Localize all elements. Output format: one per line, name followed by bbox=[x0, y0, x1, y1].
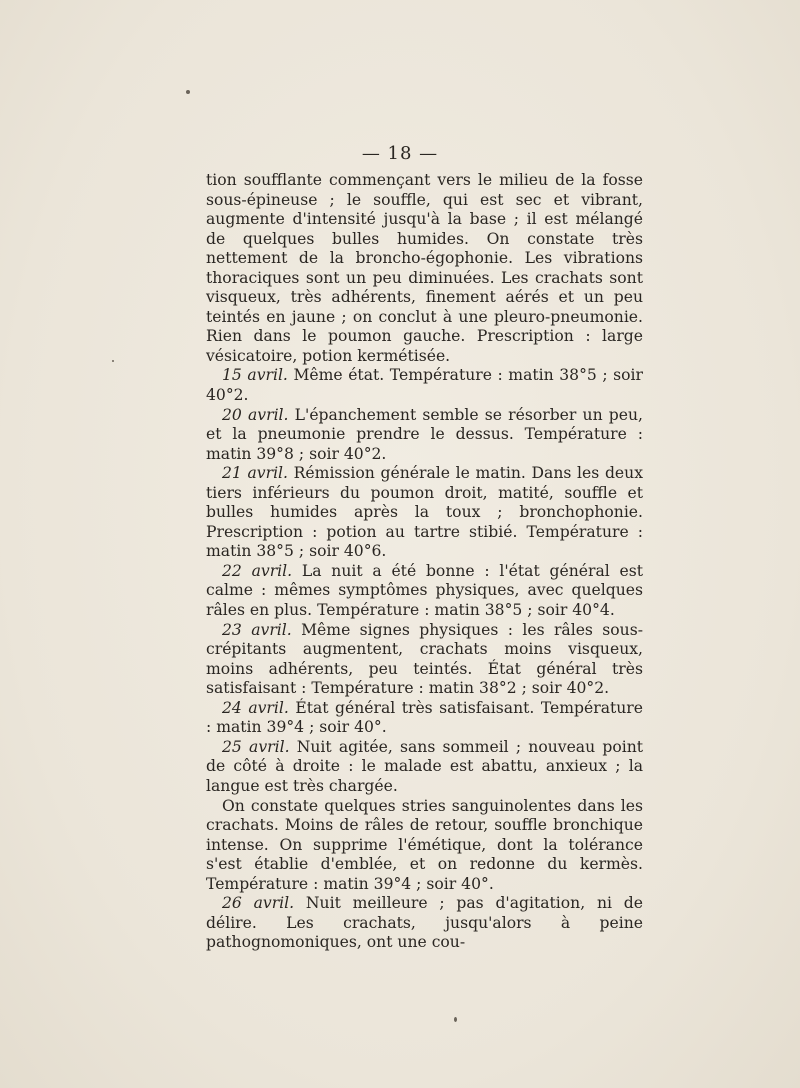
paragraph: 23 avril. Même signes physiques : les râles sous-crépitants augmentent, crachats moins visqueux, moins adhérents, peu teintés. État général très satisfaisant : Température : matin 38°2 ; soir 40°2. bbox=[206, 620, 643, 698]
paragraph: 24 avril. État général très satisfaisant. Température : matin 39°4 ; soir 40°. bbox=[206, 698, 643, 737]
ink-speck bbox=[112, 360, 114, 362]
text-block bbox=[206, 171, 643, 953]
paragraph: 20 avril. L'épanchement semble se résorber un peu, et la pneumonie prendre le dessus. Température : matin 39°8 ; soir 40°2. bbox=[206, 405, 643, 463]
paragraph: 26 avril. Nuit meilleure ; pas d'agitation, ni de délire. Les crachats, jusqu'alors à peine pathognomoniques, ont une cou- bbox=[206, 894, 643, 952]
paragraph: 22 avril. La nuit a été bonne : l'état général est calme : mêmes symptômes physiques, avec quelques râles en plus. Température : matin 38°5 ; soir 40°4. bbox=[206, 561, 643, 620]
ink-speck bbox=[186, 90, 190, 94]
paragraph: tion soufflante commençant vers le milieu de la fosse sous-épineuse ; le souffle, qui est sec et vibrant, augmente d'intensité jusqu'à la base ; il est mélangé de quelques bulles humides. On constate très nettement de la broncho-égophonie. Les vibrations thoraciques sont un peu diminuées. Les crachats sont visqueux, très adhérents, finement aérés et un peu teintés en jaune ; on conclut à une pleuro-pneumonie. Rien dans le poumon gauche. Prescription : large vésicatoire, potion kermétisée. bbox=[206, 171, 643, 365]
ink-speck bbox=[454, 1017, 457, 1022]
paragraph: 25 avril. Nuit agitée, sans sommeil ; nouveau point de côté à droite : le malade est abattu, anxieux ; la langue est très chargée. bbox=[206, 737, 644, 795]
paragraph: 15 avril. Même état. Température : matin 38°5 ; soir 40°2. bbox=[206, 366, 643, 405]
page-number: — 18 — bbox=[361, 143, 439, 164]
paragraph: On constate quelques stries sanguinolentes dans les crachats. Moins de râles de retour, souffle bronchique intense. On supprime l'émétique, dont la tolérance s'est établie d'emblée, et on redonne du kermès. Température : matin 39°4 ; soir 40°. bbox=[206, 796, 643, 893]
paragraph: 21 avril. Rémission générale le matin. Dans les deux tiers inférieurs du poumon droit, matité, souffle et bulles humides après la toux ; bronchophonie. Prescription : potion au tartre stibié. Température : matin 38°5 ; soir 40°6. bbox=[206, 464, 643, 561]
